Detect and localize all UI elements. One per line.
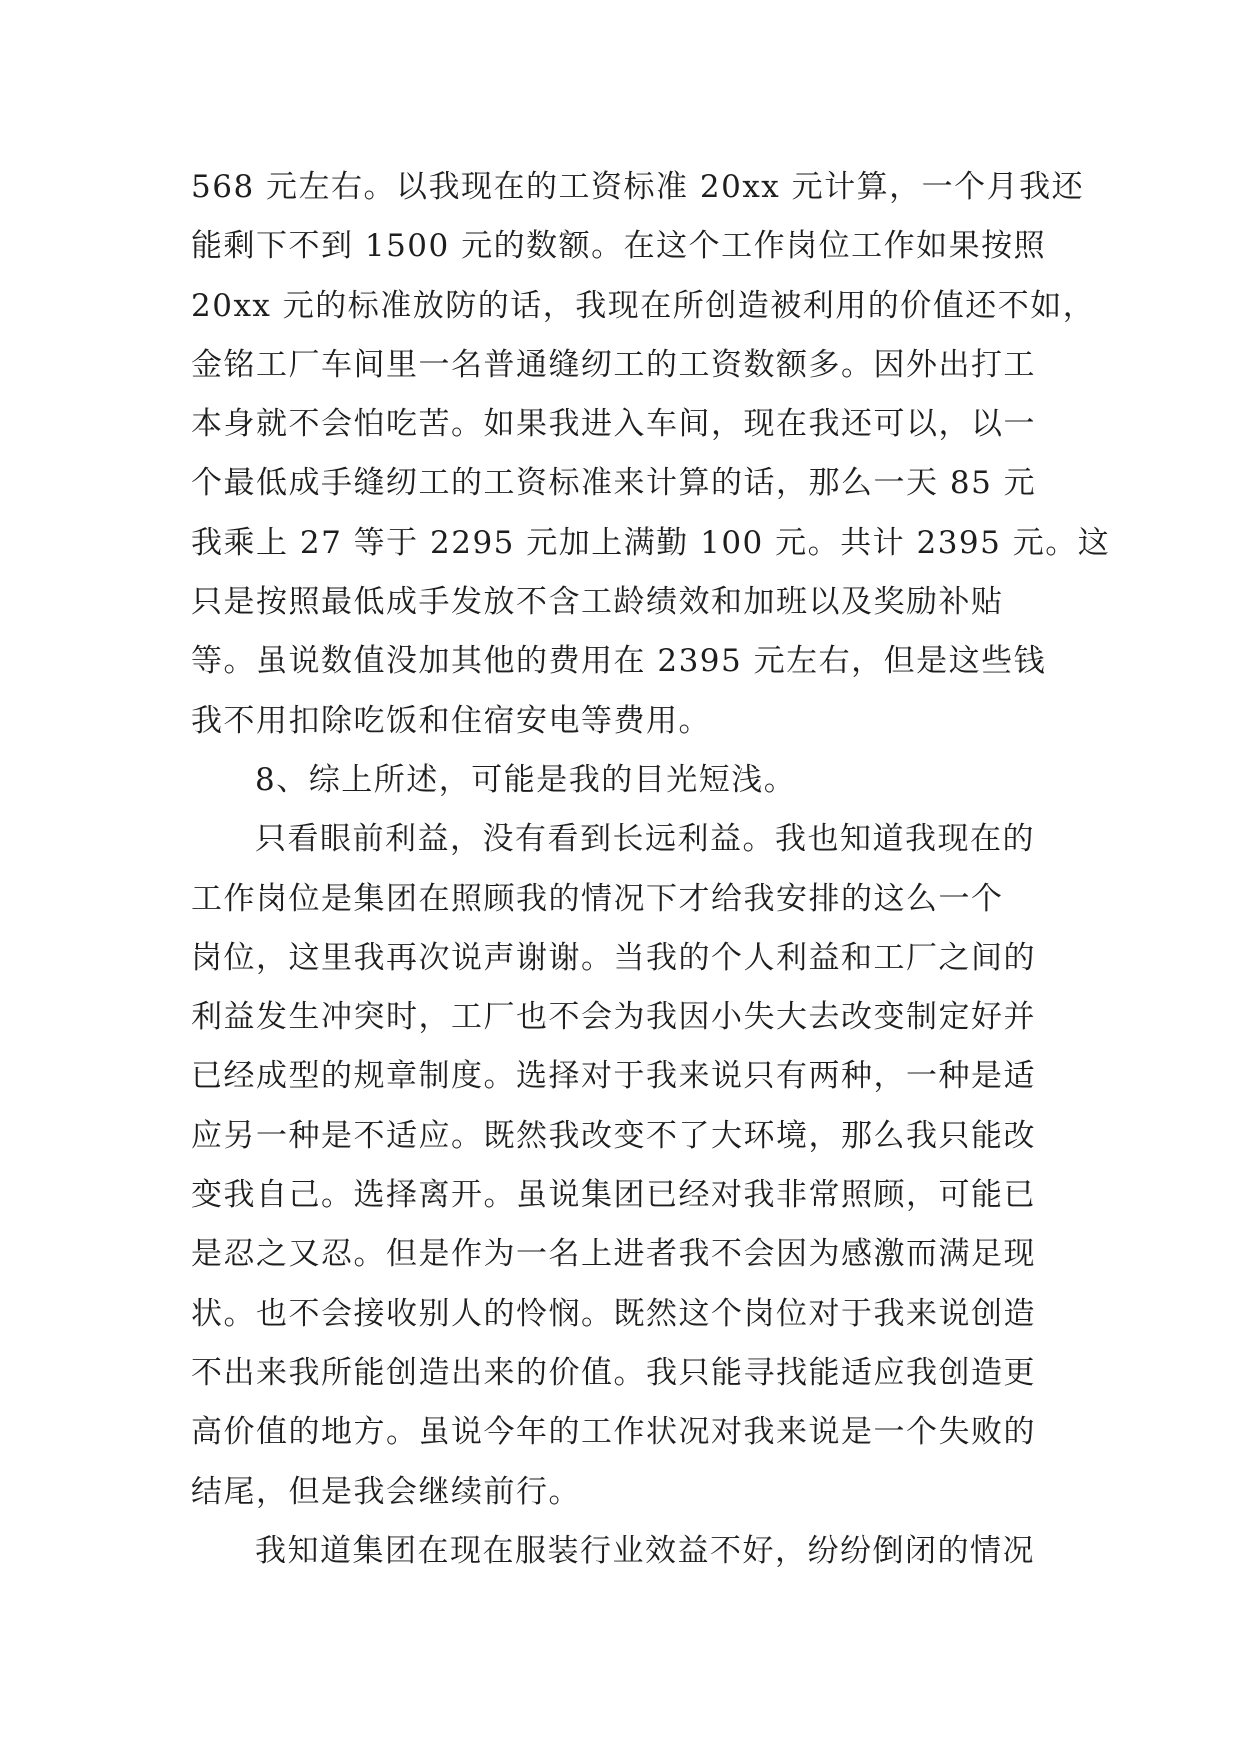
text-line: 只看眼前利益，没有看到长远利益。我也知道我现在的 <box>255 821 1035 858</box>
text-line: 568 元左右。以我现在的工资标准 20xx 元计算，一个月我还 <box>191 169 1085 205</box>
text-line: 只是按照最低成手发放不含工龄绩效和加班以及奖励补贴 <box>191 584 1004 621</box>
text-line: 我知道集团在现在服装行业效益不好，纷纷倒闭的情况 <box>255 1532 1035 1569</box>
text-line: 状。也不会接收别人的怜悯。既然这个岗位对于我来说创造 <box>191 1295 1036 1332</box>
text-line: 20xx 元的标准放防的话，我现在所创造被利用的价值还不如， <box>191 287 1096 324</box>
text-line: 岗位，这里我再次说声谢谢。当我的个人利益和工厂之间的 <box>191 939 1036 976</box>
text-line: 能剩下不到 1500 元的数额。在这个工作岗位工作如果按照 <box>191 228 1047 265</box>
text-line: 应另一种是不适应。既然我改变不了大环境，那么我只能改 <box>191 1117 1036 1154</box>
text-line: 个最低成手缝纫工的工资标准来计算的话，那么一天 85 元 <box>191 465 1037 502</box>
body-text <box>191 158 1111 1581</box>
text-line: 已经成型的规章制度。选择对于我来说只有两种，一种是适 <box>191 1058 1036 1095</box>
text-line: 不出来我所能创造出来的价值。我只能寻找能适应我创造更 <box>191 1354 1036 1391</box>
text-line: 我不用扣除吃饭和住宿安电等费用。 <box>191 702 711 739</box>
text-line: 是忍之又忍。但是作为一名上进者我不会因为感激而满足现 <box>191 1236 1036 1273</box>
text-line: 本身就不会怕吃苦。如果我进入车间，现在我还可以，以一 <box>191 406 1036 443</box>
text-line: 高价值的地方。虽说今年的工作状况对我来说是一个失败的 <box>191 1414 1036 1451</box>
text-line: 结尾，但是我会继续前行。 <box>191 1473 581 1510</box>
text-line: 金铭工厂车间里一名普通缝纫工的工资数额多。因外出打工 <box>191 346 1036 383</box>
text-line: 8、综上所述，可能是我的目光短浅。 <box>255 761 797 798</box>
text-line: 我乘上 27 等于 2295 元加上满勤 100 元。共计 2395 元。这 <box>191 524 1111 561</box>
text-line: 利益发生冲突时，工厂也不会为我因小失大去改变制定好并 <box>191 999 1036 1036</box>
text-line: 等。虽说数值没加其他的费用在 2395 元左右，但是这些钱 <box>191 643 1047 680</box>
text-line: 工作岗位是集团在照顾我的情况下才给我安排的这么一个 <box>191 880 1004 917</box>
text-line: 变我自己。选择离开。虽说集团已经对我非常照顾，可能已 <box>191 1177 1036 1214</box>
